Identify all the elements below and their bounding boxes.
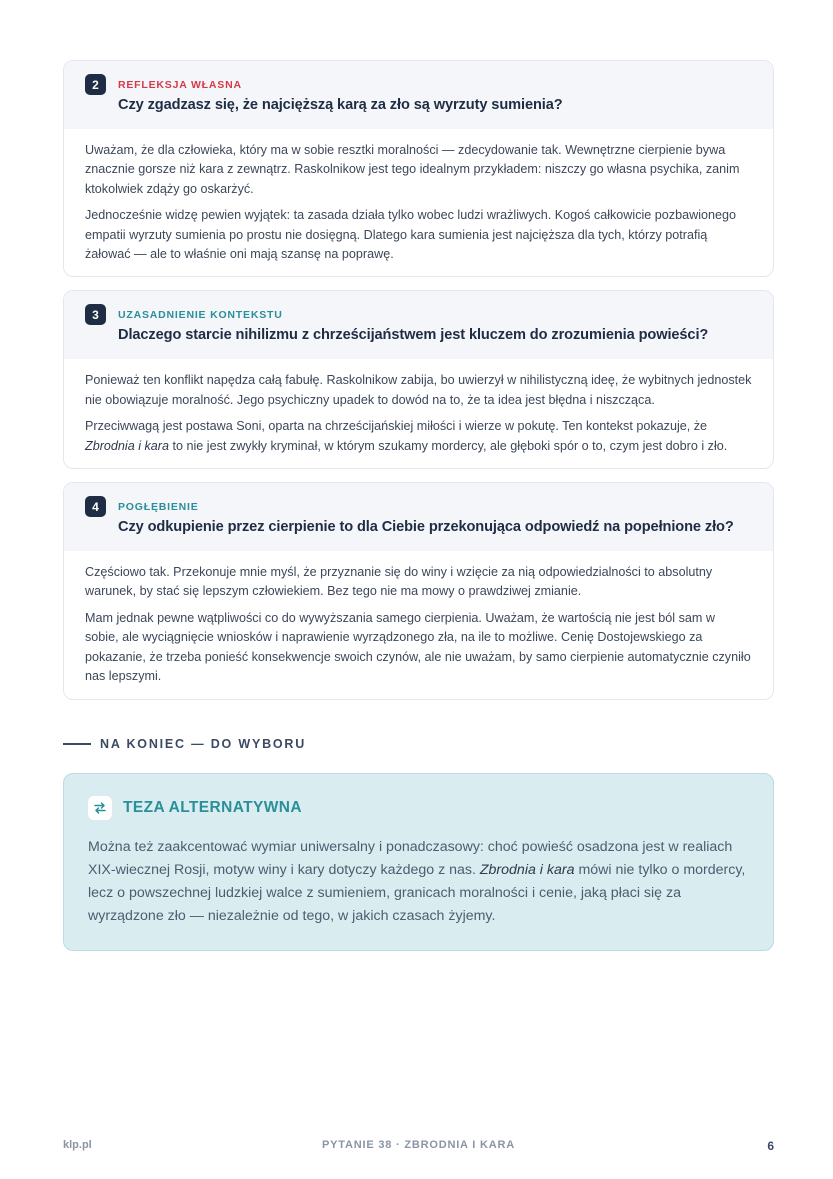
alternative-title: TEZA ALTERNATYWNA (123, 798, 302, 816)
question-header (64, 61, 773, 129)
answer-paragraph (85, 417, 752, 456)
answer-paragraph: Jednocześnie widzę pewien wyjątek: ta zasada działa tylko wobec ludzi wrażliwych. Kogoś całkowicie pozbawionego empatii wyrzuty sumienia po prostu nie dosięgną. Dlatego kara sumienia jest najcięższa dla tych, którzy potrafią żałować — ale to właśnie oni mają szansę na poprawę. (85, 208, 737, 262)
question-header (64, 483, 773, 551)
alternative-text (88, 836, 749, 929)
question-number-badge: 3 (85, 304, 106, 325)
question-title: Dlaczego starcie nihilizmu z chrześcijaństwem jest kluczem do zrozumienia powieści? (118, 327, 709, 344)
text-run: Przeciwwagą jest postawa Soni, oparta na chrześcijańskiej miłości i wierze w pokutę. Ten kontekst pokazuje, że (85, 419, 708, 434)
question-tag: POGŁĘBIENIE (118, 501, 199, 514)
page-footer (63, 1139, 774, 1155)
question-card-3 (63, 290, 774, 469)
answer-body (64, 551, 773, 698)
book-title: Zbrodnia i kara (85, 438, 169, 453)
question-title: Czy zgadzasz się, że najcięższą karą za zło są wyrzuty sumienia? (118, 97, 563, 113)
section-divider-line (63, 743, 91, 745)
answer-body (64, 129, 773, 276)
question-number-badge: 2 (85, 74, 106, 95)
text-run: to nie jest zwykły kryminał, w którym szukamy mordercy, ale głęboki spór o to, czym jest dobro i zło. (169, 438, 728, 453)
question-card-4 (63, 482, 774, 699)
text-run: mówi nie tylko o mordercy, lecz o powszechnej ludzkiej walce z sumieniem, granicach moralności i cenie, jaką płaci się za wyrządzone zło — niezależnie od tego, w jakich czasach żyjemy. (88, 861, 746, 925)
question-number-badge: 4 (85, 496, 106, 517)
answer-paragraph: Uważam, że dla człowieka, który ma w sobie resztki moralności — zdecydowanie tak. Wewnętrzne cierpienie bywa znacznie gorsze niż kara z zewnątrz. Raskolnikow jest tego idealnym przykładem: niszczy go własna psychika, zanim ktokolwiek zdąży go oskarżyć. (85, 143, 740, 196)
page-number: 6 (767, 1139, 774, 1153)
section-heading (63, 735, 774, 753)
question-title: Czy odkupienie przez cierpienie to dla Ciebie przekonująca odpowiedź na popełnione zło? (118, 519, 734, 536)
footer-site-link[interactable]: klp.pl (63, 1139, 92, 1151)
text-run: Można też zaakcentować wymiar uniwersalny i ponadczasowy: choć powieść osadzona jest w realiach XIX-wiecznej Rosji, motyw winy i kary dotyczy każdego z nas. (88, 838, 733, 878)
answer-paragraph: Ponieważ ten konflikt napędza całą fabułę. Raskolnikow zabija, bo uwierzył w nihilistyczną ideę, że wybitnych jednostek nie obowiązuje moralność. Jego psychiczny upadek to dowód na to, że ta idea jest błędna i niszcząca. (85, 373, 752, 407)
section-title: NA KONIEC — DO WYBORU (100, 736, 307, 751)
footer-question-label: PYTANIE 38 · ZBRODNIA I KARA (322, 1139, 515, 1151)
answer-paragraph: Częściowo tak. Przekonuje mnie myśl, że przyznanie się do winy i wzięcie za nią odpowiedzialności to absolutny warunek, by stać się lepszym człowiekiem. Bez tego nie ma mowy o prawdziwej zmianie. (85, 565, 713, 599)
page-content (63, 60, 774, 951)
answer-paragraph: Mam jednak pewne wątpliwości co do wywyższania samego cierpienia. Uważam, że wartością nie jest ból sam w sobie, ale wyciągnięcie wniosków i naprawienie wyrządzonego zła, na ile to możliwe. Cenię Dostojewskiego za pokazanie, że trzeba ponieść konsekwencje swoich czynów, ale nie uważam, by samo cierpienie automatycznie czyniło nas lepszymi. (85, 610, 751, 684)
question-header (64, 291, 773, 359)
question-tag: REFLEKSJA WŁASNA (118, 79, 242, 91)
alternative-header (88, 796, 749, 820)
swap-arrows-icon (88, 796, 112, 820)
question-tag: UZASADNIENIE KONTEKSTU (118, 309, 283, 322)
question-card-2 (63, 60, 774, 277)
answer-body (64, 359, 773, 468)
book-title: Zbrodnia i kara (479, 861, 575, 878)
alternative-thesis-box (63, 773, 774, 951)
